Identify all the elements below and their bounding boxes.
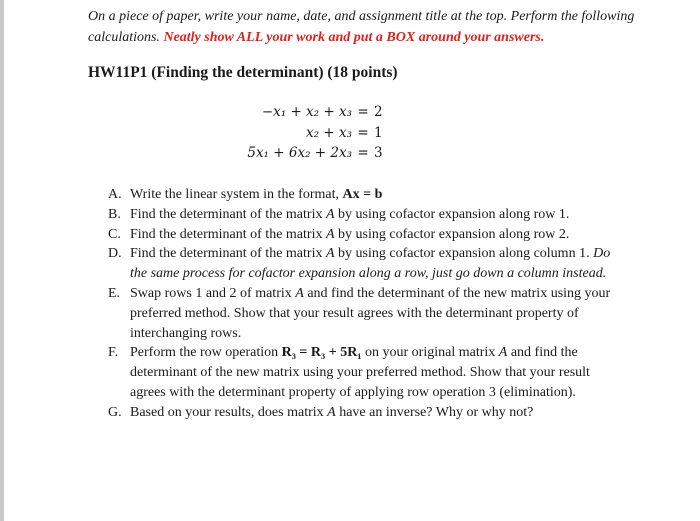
task-label-c: C. <box>108 226 121 242</box>
task-text-a <box>130 185 628 205</box>
task-c-post: by using cofactor expansion along row 2. <box>334 226 570 242</box>
task-item-d <box>108 244 628 284</box>
task-item-a <box>108 185 628 205</box>
assignment-title: HW11P1 (Finding the determinant) (18 points) <box>88 64 398 81</box>
task-a-text: Write the linear system in the format, <box>130 187 343 202</box>
task-label-e: E. <box>108 285 121 301</box>
task-a-math: Ax = b <box>342 187 383 202</box>
equation-1-equals: = <box>357 104 369 120</box>
task-label-d: D. <box>108 246 122 262</box>
task-label-f: F. <box>108 345 119 361</box>
task-list <box>108 185 628 423</box>
task-d-var: A <box>325 246 335 262</box>
task-d-pre: Find the determinant of the matrix <box>130 246 326 262</box>
task-item-c <box>108 225 628 245</box>
task-d-italic: Do the same process for cofactor expansion along a row, just go down a column instead. <box>130 246 611 282</box>
task-item-b <box>108 205 628 225</box>
equation-3 <box>230 143 470 164</box>
task-label-g: G. <box>108 404 122 420</box>
task-e-var: A <box>295 285 304 301</box>
left-page-edge <box>0 0 4 521</box>
equation-2-equals: = <box>357 124 369 141</box>
task-f-math: R₃ = R₃ + 5R₁ <box>281 345 362 361</box>
equation-3-equals: = <box>357 145 369 161</box>
task-g-pre: Based on your results, does matrix <box>130 404 328 420</box>
task-b-var: A <box>325 206 335 222</box>
task-text-b <box>130 205 628 225</box>
task-item-f <box>108 343 628 402</box>
equation-3-lhs: 5x₁ + 6x₂ + 2x₃ <box>247 145 352 161</box>
task-d-post: by using cofactor expansion along column 1. <box>334 246 594 262</box>
task-text-f <box>130 343 628 402</box>
instructions-text: On a piece of paper, write your name, date, and assignment title at the top. Perform the following calculations. <box>88 9 635 45</box>
task-label-a: A. <box>108 187 122 202</box>
task-f-var: A <box>498 345 508 361</box>
task-text-e <box>130 284 628 343</box>
task-text-d <box>130 244 628 284</box>
equation-2 <box>230 123 470 144</box>
task-g-var: A <box>327 404 336 420</box>
task-f-mid: on your original matrix <box>361 345 499 361</box>
linear-system <box>230 102 470 164</box>
instructions-paragraph <box>88 6 668 48</box>
task-f-pre: Perform the row operation <box>130 345 282 361</box>
task-b-post: by using cofactor expansion along row 1. <box>334 206 570 222</box>
task-item-g <box>108 403 628 423</box>
equation-2-rhs: 1 <box>374 124 383 141</box>
task-e-post: and find the determinant of the new matrix using your preferred method. Show that your result agrees with the determinant property of interchanging rows. <box>130 285 611 341</box>
task-e-pre: Swap rows 1 and 2 of matrix <box>130 285 296 301</box>
instructions-emphasis: Neatly show ALL your work and put a BOX around your answers. <box>163 30 545 45</box>
task-b-pre: Find the determinant of the matrix <box>130 206 326 222</box>
task-text-g <box>130 403 628 423</box>
equation-1-lhs: −x₁ + x₂ + x₃ <box>261 104 352 120</box>
task-f-post: and find the determinant of the new matrix using your preferred method. Show that your result agrees with the determinant property of applying row operation 3 (elimination). <box>130 345 590 400</box>
equation-3-rhs: 3 <box>374 145 383 161</box>
task-c-var: A <box>325 226 335 242</box>
task-c-pre: Find the determinant of the matrix <box>130 226 326 242</box>
task-item-e <box>108 284 628 343</box>
equation-1-rhs: 2 <box>374 104 383 120</box>
equation-1 <box>230 102 470 123</box>
task-label-b: B. <box>108 206 121 222</box>
equation-2-lhs: x₂ + x₃ <box>306 124 352 141</box>
task-g-post: have an inverse? Why or why not? <box>335 404 534 420</box>
task-text-c <box>130 225 628 245</box>
